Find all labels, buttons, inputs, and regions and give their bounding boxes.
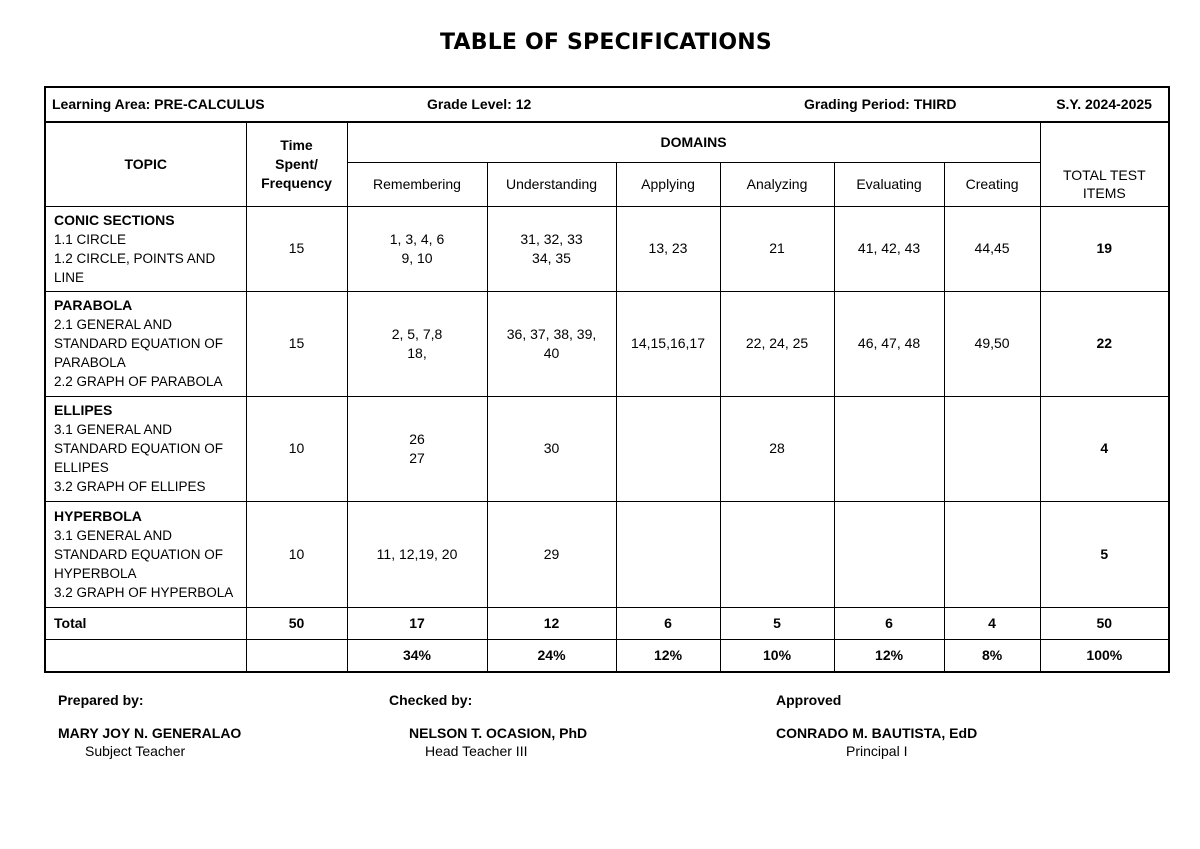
checked-by-role: Head Teacher III (425, 743, 528, 759)
creating-cell: 49,50 (944, 291, 1040, 396)
percent-understanding: 24% (487, 639, 616, 672)
total-header-top (1040, 122, 1169, 162)
percent-applying: 12% (616, 639, 720, 672)
checked-by-label: Checked by: (389, 692, 473, 708)
header-row-1 (45, 122, 1169, 162)
time-cell: 10 (246, 501, 347, 607)
total-cell: 19 (1040, 206, 1169, 291)
table-row (45, 206, 1169, 291)
totals-time: 50 (246, 607, 347, 639)
topic-header: TOPIC (45, 122, 246, 206)
evaluating-cell (834, 501, 944, 607)
topic-cell: PARABOLA 2.1 GENERAL AND STANDARD EQUATION OF PARABOLA 2.2 GRAPH OF PARABOLA (45, 291, 246, 396)
percentages-row (45, 639, 1169, 672)
creating-header: Creating (944, 162, 1040, 206)
understanding-cell: 36, 37, 38, 39, 40 (487, 291, 616, 396)
time-cell: 15 (246, 206, 347, 291)
time-cell: 15 (246, 291, 347, 396)
learning-area: Learning Area: PRE-CALCULUS (45, 87, 487, 122)
checked-by-name: NELSON T. OCASION, PhD (409, 725, 588, 741)
totals-understanding: 12 (487, 607, 616, 639)
analyzing-cell (720, 501, 834, 607)
info-row (45, 87, 1169, 122)
applying-cell: 14,15,16,17 (616, 291, 720, 396)
domains-header: DOMAINS (347, 122, 1040, 162)
applying-cell (616, 501, 720, 607)
understanding-cell: 30 (487, 396, 616, 501)
remembering-cell: 1, 3, 4, 6 9, 10 (347, 206, 487, 291)
total-test-items-header: TOTAL TEST ITEMS (1040, 162, 1169, 206)
checked-by-block (389, 692, 587, 759)
percent-remembering: 34% (347, 639, 487, 672)
remembering-header: Remembering (347, 162, 487, 206)
totals-remembering: 17 (347, 607, 487, 639)
analyzing-cell: 22, 24, 25 (720, 291, 834, 396)
analyzing-cell: 28 (720, 396, 834, 501)
totals-label: Total (45, 607, 246, 639)
table-row (45, 501, 1169, 607)
topic-cell: ELLIPES 3.1 GENERAL AND STANDARD EQUATION OF ELLIPES 3.2 GRAPH OF ELLIPES (45, 396, 246, 501)
creating-cell (944, 501, 1040, 607)
totals-total: 50 (1040, 607, 1169, 639)
approved-label: Approved (776, 692, 842, 708)
percent-total: 100% (1040, 639, 1169, 672)
topic-cell: HYPERBOLA 3.1 GENERAL AND STANDARD EQUATION OF HYPERBOLA 3.2 GRAPH OF HYPERBOLA (45, 501, 246, 607)
prepared-by-label: Prepared by: (58, 692, 144, 708)
applying-cell: 13, 23 (616, 206, 720, 291)
approved-role: Principal I (846, 743, 908, 759)
totals-analyzing: 5 (720, 607, 834, 639)
grade-level: Grade Level: 12 (427, 96, 532, 112)
total-cell: 5 (1040, 501, 1169, 607)
table-row (45, 396, 1169, 501)
totals-applying: 6 (616, 607, 720, 639)
time-spent-header: Time Spent/ Frequency (246, 122, 347, 206)
remembering-cell: 26 27 (347, 396, 487, 501)
percentages-label (45, 639, 246, 672)
time-cell: 10 (246, 396, 347, 501)
total-cell: 4 (1040, 396, 1169, 501)
table-row (45, 291, 1169, 396)
percentages-time (246, 639, 347, 672)
evaluating-cell: 46, 47, 48 (834, 291, 944, 396)
percent-creating: 8% (944, 639, 1040, 672)
total-cell: 22 (1040, 291, 1169, 396)
analyzing-header: Analyzing (720, 162, 834, 206)
analyzing-cell: 21 (720, 206, 834, 291)
totals-row (45, 607, 1169, 639)
evaluating-cell (834, 396, 944, 501)
approved-name: CONRADO M. BAUTISTA, EdD (776, 725, 978, 741)
specifications-table (44, 86, 1170, 673)
applying-cell (616, 396, 720, 501)
prepared-by-block (58, 692, 241, 759)
creating-cell: 44,45 (944, 206, 1040, 291)
understanding-cell: 29 (487, 501, 616, 607)
creating-cell (944, 396, 1040, 501)
prepared-by-role: Subject Teacher (85, 743, 186, 759)
percent-evaluating: 12% (834, 639, 944, 672)
evaluating-cell: 41, 42, 43 (834, 206, 944, 291)
applying-header: Applying (616, 162, 720, 206)
topic-cell: CONIC SECTIONS 1.1 CIRCLE 1.2 CIRCLE, POINTS AND LINE (45, 206, 246, 291)
totals-evaluating: 6 (834, 607, 944, 639)
page-title: TABLE OF SPECIFICATIONS (440, 30, 772, 55)
understanding-header: Understanding (487, 162, 616, 206)
school-year: S.Y. 2024-2025 (1040, 87, 1169, 122)
remembering-cell: 2, 5, 7,8 18, (347, 291, 487, 396)
understanding-cell: 31, 32, 33 34, 35 (487, 206, 616, 291)
approved-block (776, 692, 977, 759)
prepared-by-name: MARY JOY N. GENERALAO (58, 725, 242, 741)
grading-period: Grading Period: THIRD (804, 96, 957, 112)
percent-analyzing: 10% (720, 639, 834, 672)
evaluating-header: Evaluating (834, 162, 944, 206)
remembering-cell: 11, 12,19, 20 (347, 501, 487, 607)
totals-creating: 4 (944, 607, 1040, 639)
